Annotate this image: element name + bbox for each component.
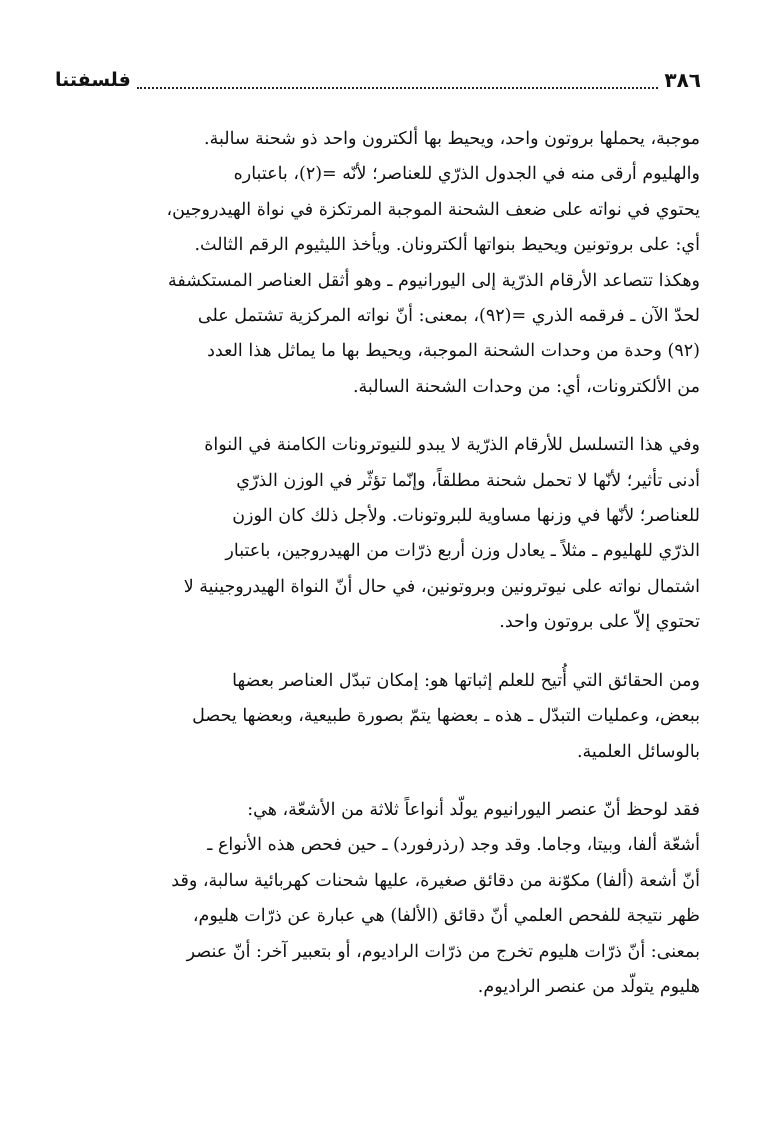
text-line: اشتمال نواته على نيوترونين وبروتونين، في حال أنّ النواة الهيدروجينية لا (183, 576, 700, 597)
text-line: موجبة، يحملها بروتون واحد، ويحيط بها ألكترون واحد ذو شحنة سالبة. (204, 129, 700, 149)
text-line: لحدّ الآن ـ فرقمه الذري =(٩٢)، بمعنى: أنّ نواته المركزية تشتمل على (197, 306, 700, 327)
body-text (62, 122, 700, 1005)
text-line: أي: على بروتونين ويحيط بنواتها ألكترونان. ويأخذ الليثيوم الرقم الثالث. (194, 235, 700, 256)
running-title: فلسفتنا (55, 69, 131, 91)
dotted-leader (137, 71, 659, 89)
text-line: هليوم يتولّد من عنصر الراديوم. (477, 976, 700, 997)
text-line: الذرّي للهليوم ـ مثلاً ـ يعادل وزن أربع ذرّات من الهيدروجين، باعتبار (225, 541, 700, 562)
text-line: ببعض، وعمليات التبدّل ـ هذه ـ بعضها يتمّ بصورة طبيعية، وبعضها يحصل (192, 706, 700, 727)
text-line: بالوسائل العلمية. (576, 741, 700, 762)
text-line: ومن الحقائق التي أُتيح للعلم إثباتها هو: إمكان تبدّل العناصر بعضها (232, 670, 700, 691)
text-line: للعناصر؛ لأنّها في وزنها مساوية للبروتونات. ولأجل ذلك كان الوزن (232, 506, 700, 527)
page-number: ٣٨٦ (664, 68, 701, 92)
text-line: بمعنى: أنّ ذرّات هليوم تخرج من ذرّات الراديوم، أو بتعبير آخر: أنّ عنصر (186, 941, 700, 962)
text-line: فقد لوحظ أنّ عنصر اليورانيوم يولّد أنواعاً ثلاثة من الأشعّة، هي: (247, 799, 700, 820)
paragraph-4 (62, 793, 700, 1005)
text-line: وفي هذا التسلسل للأرقام الذرّية لا يبدو للنيوترونات الكامنة في النواة (204, 435, 700, 456)
paragraph-3 (62, 664, 700, 770)
text-line: تحتوي إلاّ على بروتون واحد. (499, 612, 700, 633)
text-line: يحتوي في نواته على ضعف الشحنة الموجبة المرتكزة في نواة الهيدروجين، (166, 199, 700, 220)
paragraph-2 (62, 428, 700, 640)
text-line: أنّ أشعة (ألفا) مكوّنة من دقائق صغيرة، عليها شحنات كهربائية سالبة، وقد (171, 870, 700, 891)
text-line: أشعّة ألفا، وبيتا، وجاما. وقد وجد (رذرفورد) ـ حين فحص هذه الأنواع ـ (207, 835, 700, 856)
page-header (55, 62, 701, 98)
paragraph-1 (62, 122, 700, 405)
text-line: أدنى تأثير؛ لأنّها لا تحمل شحنة مطلقاً، وإنّما تؤثّر في الوزن الذرّي (236, 470, 700, 491)
text-line: (٩٢) وحدة من وحدات الشحنة الموجبة، ويحيط بها ما يماثل هذا العدد (207, 341, 700, 362)
text-line: ظهر نتيجة للفحص العلمي أنّ دقائق (الألفا) هي عبارة عن ذرّات هليوم، (192, 906, 700, 927)
text-line: والهليوم أرقى منه في الجدول الذرّي للعناصر؛ لأنّه =(٢)، باعتباره (233, 164, 700, 185)
text-line: من الألكترونات، أي: من وحدات الشحنة السالبة. (352, 376, 700, 397)
text-line: وهكذا تتصاعد الأرقام الذرّية إلى اليورانيوم ـ وهو أثقل العناصر المستكشفة (167, 270, 700, 291)
